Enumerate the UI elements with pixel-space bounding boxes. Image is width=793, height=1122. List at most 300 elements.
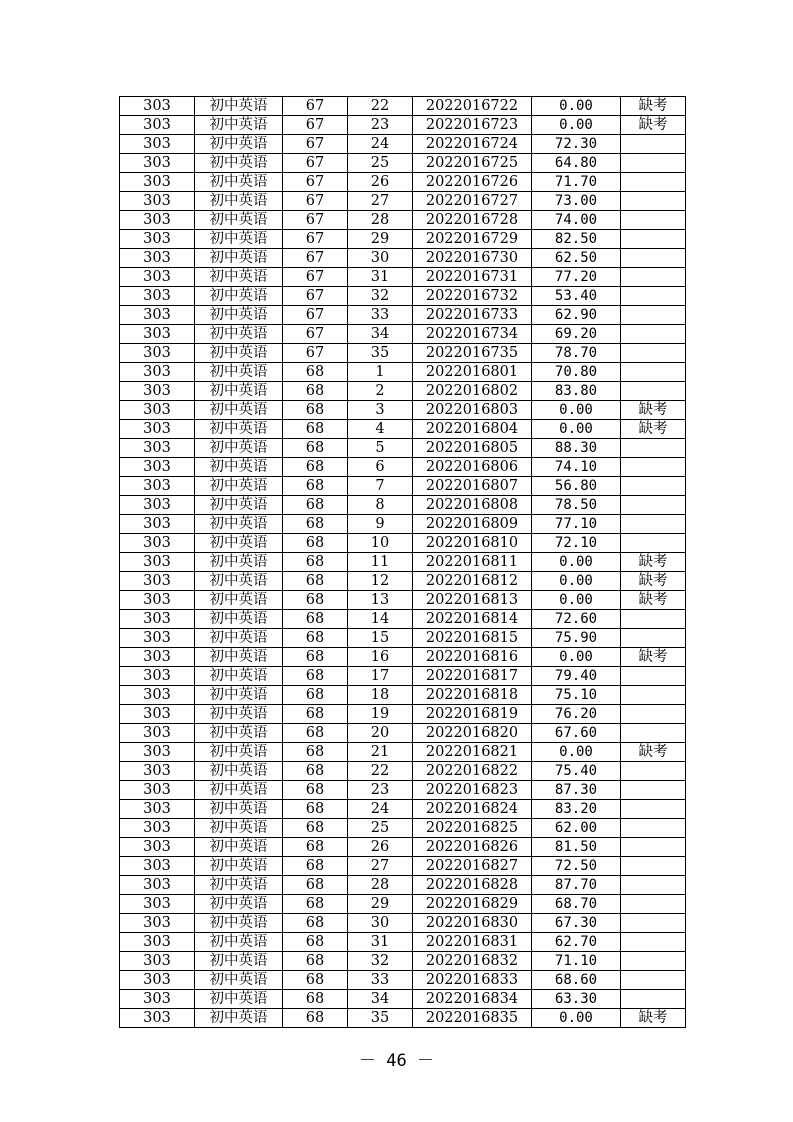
room-number-cell: 68	[283, 648, 348, 667]
score-cell: 72.60	[532, 610, 621, 629]
ticket-number-cell: 2022016829	[413, 895, 532, 914]
subject-cell: 初中英语	[195, 819, 283, 838]
room-number-cell: 68	[283, 914, 348, 933]
exam-code-cell: 303	[120, 268, 195, 287]
seat-number-cell: 5	[348, 439, 413, 458]
table-row	[120, 97, 686, 116]
score-cell: 62.50	[532, 249, 621, 268]
room-number-cell: 68	[283, 591, 348, 610]
score-cell: 79.40	[532, 667, 621, 686]
score-cell: 81.50	[532, 838, 621, 857]
room-number-cell: 68	[283, 667, 348, 686]
subject-cell: 初中英语	[195, 610, 283, 629]
seat-number-cell: 26	[348, 838, 413, 857]
exam-code-cell: 303	[120, 553, 195, 572]
table-row	[120, 496, 686, 515]
table-row	[120, 325, 686, 344]
exam-code-cell: 303	[120, 515, 195, 534]
seat-number-cell: 2	[348, 382, 413, 401]
exam-code-cell: 303	[120, 211, 195, 230]
subject-cell: 初中英语	[195, 1009, 283, 1028]
remark-cell	[621, 914, 686, 933]
exam-code-cell: 303	[120, 648, 195, 667]
ticket-number-cell: 2022016727	[413, 192, 532, 211]
room-number-cell: 67	[283, 97, 348, 116]
subject-cell: 初中英语	[195, 116, 283, 135]
score-cell: 73.00	[532, 192, 621, 211]
exam-code-cell: 303	[120, 116, 195, 135]
remark-cell	[621, 971, 686, 990]
remark-cell	[621, 838, 686, 857]
remark-cell: 缺考	[621, 572, 686, 591]
subject-cell: 初中英语	[195, 705, 283, 724]
table-row	[120, 515, 686, 534]
remark-cell	[621, 610, 686, 629]
remark-cell: 缺考	[621, 401, 686, 420]
score-cell: 72.50	[532, 857, 621, 876]
seat-number-cell: 8	[348, 496, 413, 515]
room-number-cell: 68	[283, 876, 348, 895]
ticket-number-cell: 2022016819	[413, 705, 532, 724]
subject-cell: 初中英语	[195, 686, 283, 705]
subject-cell: 初中英语	[195, 971, 283, 990]
score-cell: 74.10	[532, 458, 621, 477]
exam-code-cell: 303	[120, 591, 195, 610]
score-cell: 0.00	[532, 572, 621, 591]
room-number-cell: 68	[283, 971, 348, 990]
subject-cell: 初中英语	[195, 97, 283, 116]
room-number-cell: 68	[283, 420, 348, 439]
table-row	[120, 572, 686, 591]
seat-number-cell: 30	[348, 249, 413, 268]
room-number-cell: 68	[283, 857, 348, 876]
exam-code-cell: 303	[120, 629, 195, 648]
ticket-number-cell: 2022016821	[413, 743, 532, 762]
seat-number-cell: 27	[348, 857, 413, 876]
table-row	[120, 192, 686, 211]
remark-cell	[621, 952, 686, 971]
subject-cell: 初中英语	[195, 173, 283, 192]
exam-code-cell: 303	[120, 705, 195, 724]
exam-code-cell: 303	[120, 610, 195, 629]
remark-cell	[621, 705, 686, 724]
exam-code-cell: 303	[120, 496, 195, 515]
score-cell: 72.30	[532, 135, 621, 154]
room-number-cell: 68	[283, 838, 348, 857]
score-cell: 87.70	[532, 876, 621, 895]
ticket-number-cell: 2022016806	[413, 458, 532, 477]
score-cell: 69.20	[532, 325, 621, 344]
table-row	[120, 1009, 686, 1028]
remark-cell	[621, 876, 686, 895]
room-number-cell: 68	[283, 629, 348, 648]
remark-cell: 缺考	[621, 648, 686, 667]
seat-number-cell: 32	[348, 287, 413, 306]
seat-number-cell: 3	[348, 401, 413, 420]
table-row	[120, 629, 686, 648]
ticket-number-cell: 2022016729	[413, 230, 532, 249]
exam-code-cell: 303	[120, 1009, 195, 1028]
remark-cell: 缺考	[621, 116, 686, 135]
seat-number-cell: 10	[348, 534, 413, 553]
room-number-cell: 68	[283, 800, 348, 819]
subject-cell: 初中英语	[195, 211, 283, 230]
remark-cell	[621, 382, 686, 401]
seat-number-cell: 18	[348, 686, 413, 705]
exam-code-cell: 303	[120, 439, 195, 458]
subject-cell: 初中英语	[195, 192, 283, 211]
seat-number-cell: 35	[348, 1009, 413, 1028]
exam-code-cell: 303	[120, 477, 195, 496]
exam-code-cell: 303	[120, 420, 195, 439]
room-number-cell: 68	[283, 1009, 348, 1028]
ticket-number-cell: 2022016823	[413, 781, 532, 800]
ticket-number-cell: 2022016804	[413, 420, 532, 439]
remark-cell	[621, 439, 686, 458]
room-number-cell: 67	[283, 135, 348, 154]
score-cell: 0.00	[532, 420, 621, 439]
seat-number-cell: 15	[348, 629, 413, 648]
room-number-cell: 68	[283, 534, 348, 553]
table-row	[120, 363, 686, 382]
table-row	[120, 971, 686, 990]
ticket-number-cell: 2022016833	[413, 971, 532, 990]
table-row	[120, 838, 686, 857]
table-row	[120, 800, 686, 819]
ticket-number-cell: 2022016818	[413, 686, 532, 705]
ticket-number-cell: 2022016826	[413, 838, 532, 857]
room-number-cell: 68	[283, 458, 348, 477]
score-cell: 74.00	[532, 211, 621, 230]
seat-number-cell: 29	[348, 230, 413, 249]
table-row	[120, 686, 686, 705]
subject-cell: 初中英语	[195, 401, 283, 420]
subject-cell: 初中英语	[195, 154, 283, 173]
table-row	[120, 420, 686, 439]
score-cell: 62.90	[532, 306, 621, 325]
score-cell: 83.80	[532, 382, 621, 401]
seat-number-cell: 7	[348, 477, 413, 496]
score-cell: 68.70	[532, 895, 621, 914]
exam-code-cell: 303	[120, 895, 195, 914]
room-number-cell: 67	[283, 325, 348, 344]
ticket-number-cell: 2022016809	[413, 515, 532, 534]
remark-cell	[621, 173, 686, 192]
exam-code-cell: 303	[120, 135, 195, 154]
ticket-number-cell: 2022016733	[413, 306, 532, 325]
subject-cell: 初中英语	[195, 287, 283, 306]
score-cell: 0.00	[532, 553, 621, 572]
table-row	[120, 705, 686, 724]
subject-cell: 初中英语	[195, 230, 283, 249]
score-cell: 62.70	[532, 933, 621, 952]
ticket-number-cell: 2022016825	[413, 819, 532, 838]
exam-code-cell: 303	[120, 363, 195, 382]
remark-cell: 缺考	[621, 553, 686, 572]
remark-cell	[621, 800, 686, 819]
room-number-cell: 68	[283, 363, 348, 382]
ticket-number-cell: 2022016724	[413, 135, 532, 154]
subject-cell: 初中英语	[195, 553, 283, 572]
exam-code-cell: 303	[120, 762, 195, 781]
subject-cell: 初中英语	[195, 800, 283, 819]
subject-cell: 初中英语	[195, 268, 283, 287]
remark-cell	[621, 534, 686, 553]
score-cell: 77.20	[532, 268, 621, 287]
remark-cell	[621, 781, 686, 800]
ticket-number-cell: 2022016725	[413, 154, 532, 173]
ticket-number-cell: 2022016824	[413, 800, 532, 819]
ticket-number-cell: 2022016807	[413, 477, 532, 496]
remark-cell	[621, 933, 686, 952]
room-number-cell: 68	[283, 952, 348, 971]
exam-code-cell: 303	[120, 743, 195, 762]
ticket-number-cell: 2022016735	[413, 344, 532, 363]
score-cell: 67.30	[532, 914, 621, 933]
room-number-cell: 67	[283, 173, 348, 192]
remark-cell	[621, 211, 686, 230]
subject-cell: 初中英语	[195, 344, 283, 363]
exam-code-cell: 303	[120, 971, 195, 990]
remark-cell	[621, 268, 686, 287]
room-number-cell: 67	[283, 268, 348, 287]
remark-cell	[621, 230, 686, 249]
remark-cell	[621, 724, 686, 743]
score-cell: 62.00	[532, 819, 621, 838]
room-number-cell: 68	[283, 686, 348, 705]
score-cell: 68.60	[532, 971, 621, 990]
exam-code-cell: 303	[120, 857, 195, 876]
ticket-number-cell: 2022016835	[413, 1009, 532, 1028]
ticket-number-cell: 2022016822	[413, 762, 532, 781]
seat-number-cell: 33	[348, 306, 413, 325]
score-cell: 72.10	[532, 534, 621, 553]
remark-cell	[621, 819, 686, 838]
exam-code-cell: 303	[120, 249, 195, 268]
subject-cell: 初中英语	[195, 306, 283, 325]
remark-cell	[621, 135, 686, 154]
subject-cell: 初中英语	[195, 990, 283, 1009]
room-number-cell: 68	[283, 572, 348, 591]
remark-cell: 缺考	[621, 743, 686, 762]
table-row	[120, 667, 686, 686]
room-number-cell: 67	[283, 211, 348, 230]
remark-cell	[621, 667, 686, 686]
subject-cell: 初中英语	[195, 135, 283, 154]
ticket-number-cell: 2022016803	[413, 401, 532, 420]
exam-code-cell: 303	[120, 344, 195, 363]
room-number-cell: 68	[283, 477, 348, 496]
table-row	[120, 724, 686, 743]
room-number-cell: 68	[283, 895, 348, 914]
subject-cell: 初中英语	[195, 952, 283, 971]
remark-cell	[621, 287, 686, 306]
seat-number-cell: 31	[348, 268, 413, 287]
remark-cell	[621, 496, 686, 515]
subject-cell: 初中英语	[195, 458, 283, 477]
subject-cell: 初中英语	[195, 914, 283, 933]
ticket-number-cell: 2022016808	[413, 496, 532, 515]
subject-cell: 初中英语	[195, 743, 283, 762]
subject-cell: 初中英语	[195, 477, 283, 496]
remark-cell	[621, 515, 686, 534]
exam-code-cell: 303	[120, 572, 195, 591]
remark-cell	[621, 192, 686, 211]
remark-cell: 缺考	[621, 1009, 686, 1028]
exam-code-cell: 303	[120, 287, 195, 306]
seat-number-cell: 22	[348, 762, 413, 781]
score-cell: 70.80	[532, 363, 621, 382]
exam-code-cell: 303	[120, 325, 195, 344]
table-row	[120, 819, 686, 838]
ticket-number-cell: 2022016812	[413, 572, 532, 591]
ticket-number-cell: 2022016830	[413, 914, 532, 933]
subject-cell: 初中英语	[195, 439, 283, 458]
score-cell: 0.00	[532, 401, 621, 420]
score-cell: 0.00	[532, 1009, 621, 1028]
exam-code-cell: 303	[120, 952, 195, 971]
seat-number-cell: 28	[348, 211, 413, 230]
exam-code-cell: 303	[120, 838, 195, 857]
exam-code-cell: 303	[120, 154, 195, 173]
seat-number-cell: 23	[348, 781, 413, 800]
exam-code-cell: 303	[120, 781, 195, 800]
seat-number-cell: 23	[348, 116, 413, 135]
seat-number-cell: 19	[348, 705, 413, 724]
score-cell: 82.50	[532, 230, 621, 249]
remark-cell: 缺考	[621, 97, 686, 116]
seat-number-cell: 34	[348, 325, 413, 344]
seat-number-cell: 28	[348, 876, 413, 895]
seat-number-cell: 4	[348, 420, 413, 439]
exam-code-cell: 303	[120, 819, 195, 838]
ticket-number-cell: 2022016832	[413, 952, 532, 971]
score-cell: 0.00	[532, 743, 621, 762]
seat-number-cell: 13	[348, 591, 413, 610]
table-row	[120, 135, 686, 154]
remark-cell	[621, 895, 686, 914]
score-cell: 76.20	[532, 705, 621, 724]
table-row	[120, 648, 686, 667]
ticket-number-cell: 2022016732	[413, 287, 532, 306]
table-row	[120, 610, 686, 629]
ticket-number-cell: 2022016801	[413, 363, 532, 382]
table-row	[120, 857, 686, 876]
room-number-cell: 68	[283, 724, 348, 743]
table-row	[120, 591, 686, 610]
room-number-cell: 68	[283, 439, 348, 458]
remark-cell	[621, 762, 686, 781]
ticket-number-cell: 2022016815	[413, 629, 532, 648]
subject-cell: 初中英语	[195, 629, 283, 648]
exam-code-cell: 303	[120, 382, 195, 401]
exam-code-cell: 303	[120, 306, 195, 325]
score-table	[119, 96, 686, 1028]
exam-code-cell: 303	[120, 686, 195, 705]
ticket-number-cell: 2022016827	[413, 857, 532, 876]
ticket-number-cell: 2022016828	[413, 876, 532, 895]
ticket-number-cell: 2022016811	[413, 553, 532, 572]
subject-cell: 初中英语	[195, 420, 283, 439]
score-cell: 0.00	[532, 591, 621, 610]
room-number-cell: 68	[283, 553, 348, 572]
ticket-number-cell: 2022016834	[413, 990, 532, 1009]
table-row	[120, 287, 686, 306]
seat-number-cell: 6	[348, 458, 413, 477]
score-cell: 71.10	[532, 952, 621, 971]
remark-cell	[621, 363, 686, 382]
room-number-cell: 68	[283, 705, 348, 724]
table-row	[120, 762, 686, 781]
room-number-cell: 68	[283, 382, 348, 401]
subject-cell: 初中英语	[195, 591, 283, 610]
remark-cell	[621, 344, 686, 363]
remark-cell	[621, 990, 686, 1009]
score-cell: 64.80	[532, 154, 621, 173]
seat-number-cell: 26	[348, 173, 413, 192]
subject-cell: 初中英语	[195, 249, 283, 268]
exam-code-cell: 303	[120, 876, 195, 895]
score-cell: 88.30	[532, 439, 621, 458]
score-cell: 75.10	[532, 686, 621, 705]
score-cell: 78.50	[532, 496, 621, 515]
table-row	[120, 401, 686, 420]
remark-cell	[621, 477, 686, 496]
remark-cell	[621, 325, 686, 344]
table-row	[120, 914, 686, 933]
subject-cell: 初中英语	[195, 496, 283, 515]
ticket-number-cell: 2022016814	[413, 610, 532, 629]
exam-code-cell: 303	[120, 667, 195, 686]
subject-cell: 初中英语	[195, 838, 283, 857]
seat-number-cell: 30	[348, 914, 413, 933]
ticket-number-cell: 2022016817	[413, 667, 532, 686]
table-row	[120, 553, 686, 572]
remark-cell	[621, 154, 686, 173]
exam-code-cell: 303	[120, 534, 195, 553]
seat-number-cell: 24	[348, 800, 413, 819]
table-row	[120, 382, 686, 401]
table-row	[120, 952, 686, 971]
exam-code-cell: 303	[120, 933, 195, 952]
room-number-cell: 67	[283, 116, 348, 135]
room-number-cell: 67	[283, 230, 348, 249]
score-cell: 77.10	[532, 515, 621, 534]
room-number-cell: 67	[283, 306, 348, 325]
subject-cell: 初中英语	[195, 325, 283, 344]
page-number: － 46 －	[359, 1051, 434, 1071]
score-cell: 0.00	[532, 648, 621, 667]
score-cell: 75.40	[532, 762, 621, 781]
subject-cell: 初中英语	[195, 781, 283, 800]
ticket-number-cell: 2022016831	[413, 933, 532, 952]
room-number-cell: 68	[283, 515, 348, 534]
table-row	[120, 249, 686, 268]
table-row	[120, 990, 686, 1009]
score-cell: 83.20	[532, 800, 621, 819]
ticket-number-cell: 2022016731	[413, 268, 532, 287]
seat-number-cell: 31	[348, 933, 413, 952]
exam-code-cell: 303	[120, 97, 195, 116]
table-row	[120, 933, 686, 952]
remark-cell	[621, 306, 686, 325]
exam-code-cell: 303	[120, 458, 195, 477]
table-row	[120, 116, 686, 135]
exam-code-cell: 303	[120, 173, 195, 192]
seat-number-cell: 11	[348, 553, 413, 572]
seat-number-cell: 20	[348, 724, 413, 743]
seat-number-cell: 1	[348, 363, 413, 382]
